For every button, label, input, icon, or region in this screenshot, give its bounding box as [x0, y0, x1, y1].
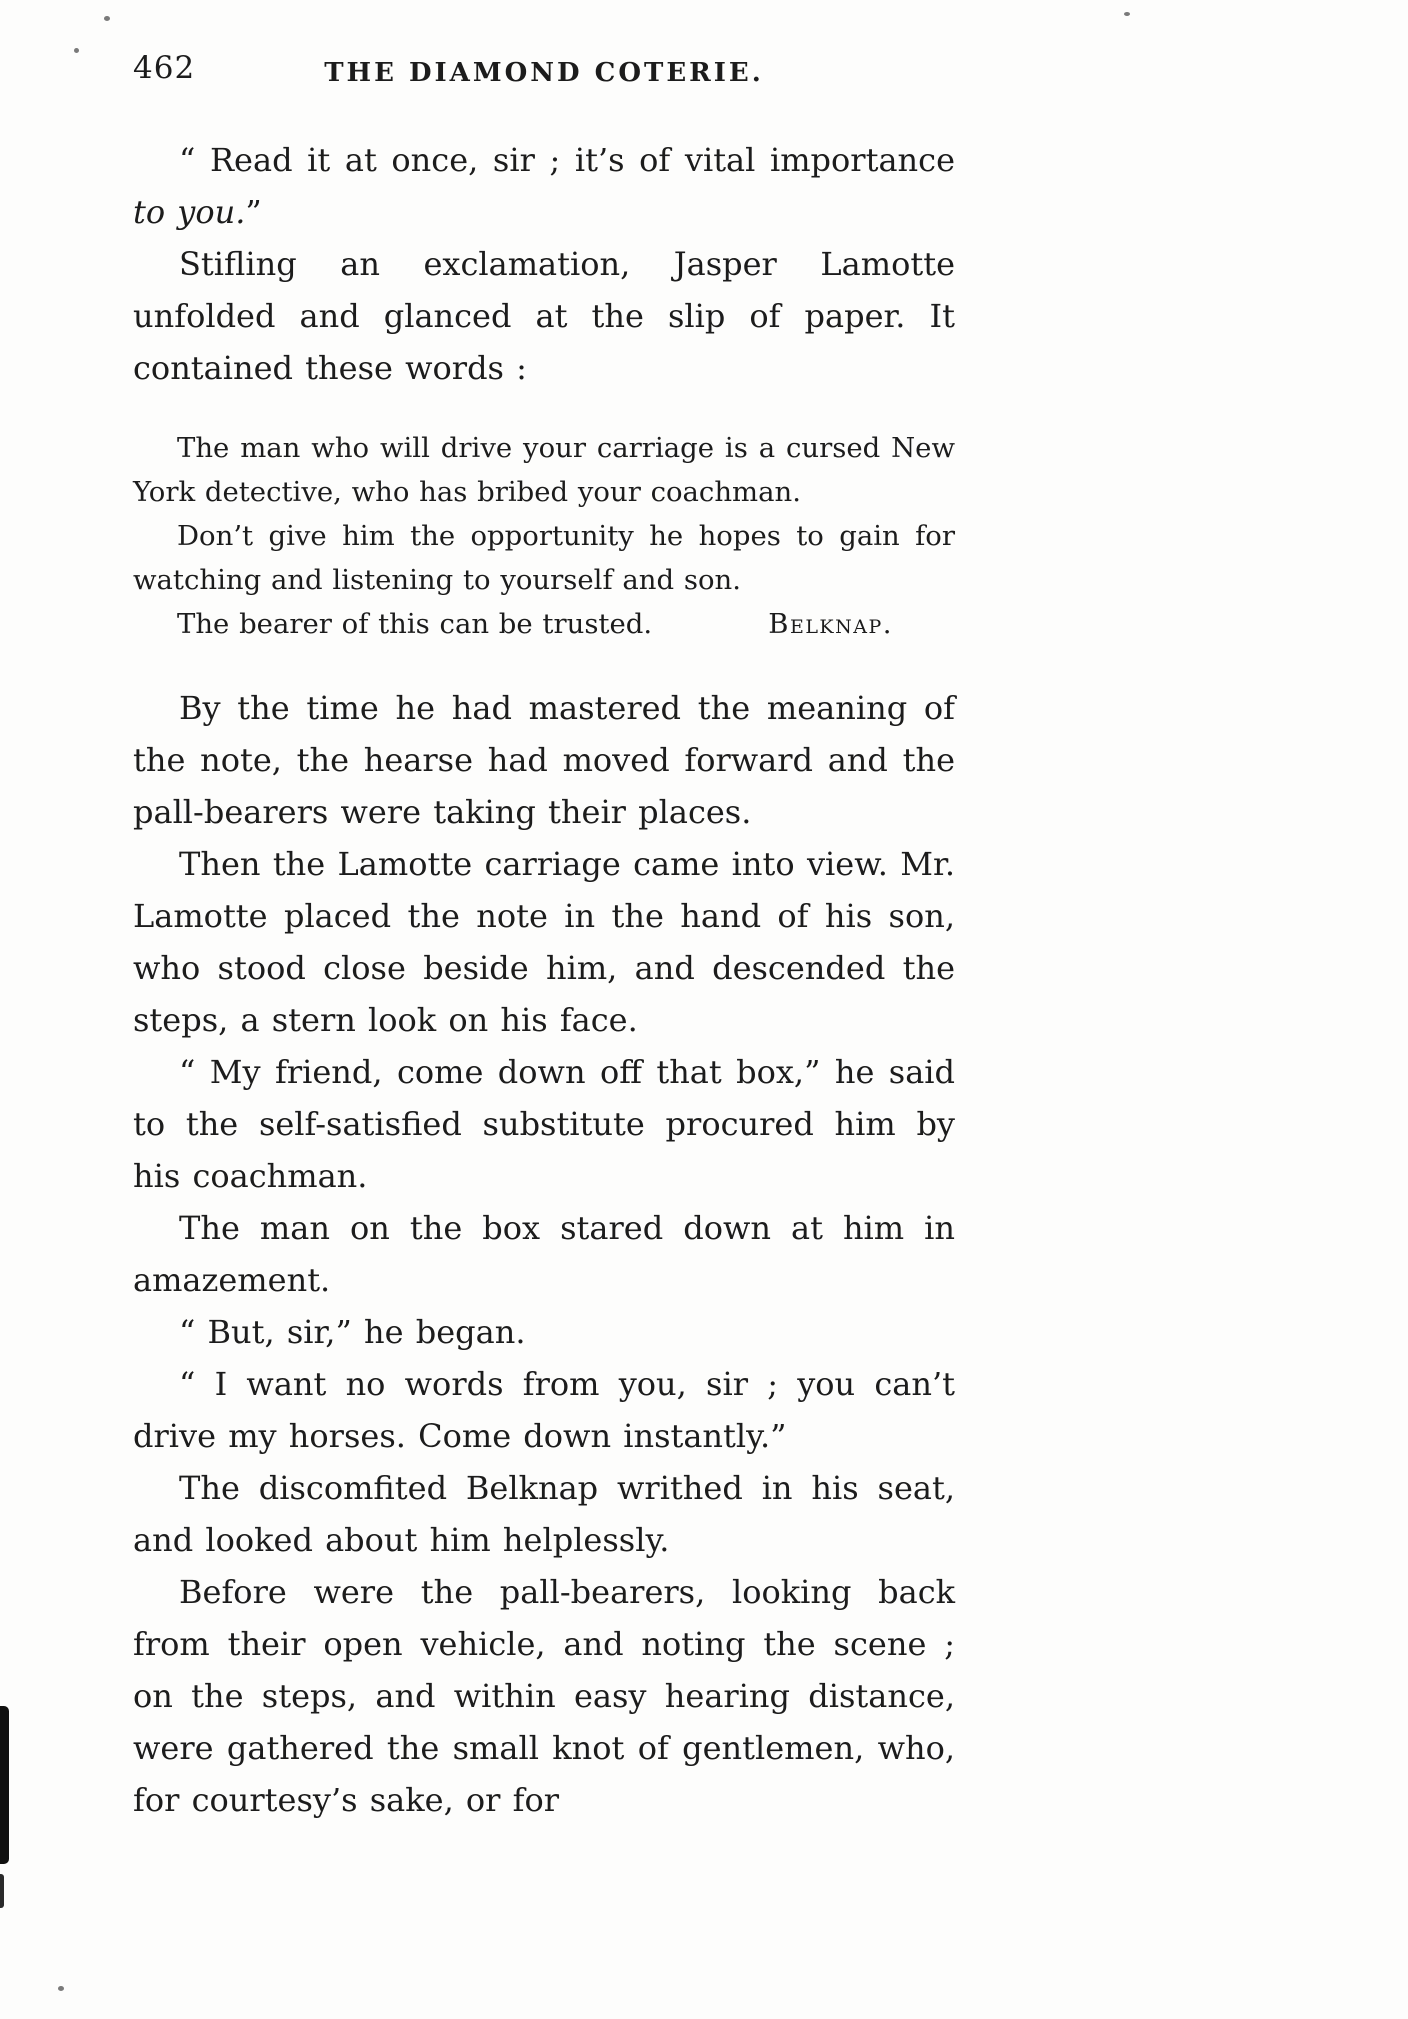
page-number: 462 — [133, 50, 196, 86]
paragraph: “ I want no words from you, sir ; you can’t drive my horses. Come down instantly.” — [133, 1365, 955, 1455]
page-header — [133, 0, 955, 94]
scan-speck — [58, 1986, 64, 1991]
paragraph: “ My friend, come down off that box,” he said to the self-satisfied substitute procured him by his coachman. — [133, 1053, 955, 1195]
note-line: The man who will drive your carriage is a cursed New York detective, who has bribed your coachman. — [133, 432, 955, 508]
note-line: Don’t give him the opportunity he hopes to gain for watching and listening to yourself and son. — [133, 520, 955, 596]
scan-speck — [74, 48, 79, 53]
note-block — [133, 426, 955, 646]
text-block — [133, 134, 955, 1826]
paragraph: Before were the pall-bearers, looking back from their open vehicle, and noting the scene ; on the steps, and within easy hearing distance, were gathered the small knot of gentlemen, who, for courtesy’s sake, or for — [133, 1573, 955, 1819]
paragraph: “ But, sir,” he began. — [179, 1313, 526, 1351]
scan-artifact-edge — [0, 1874, 4, 1908]
paragraph: Then the Lamotte carriage came into view. Mr. Lamotte placed the note in the hand of his son, who stood close beside him, and descended the steps, a stern look on his face. — [133, 845, 955, 1039]
note-signature: Belknap. — [768, 608, 893, 640]
scan-artifact-edge — [0, 1706, 9, 1864]
paragraph: The discomfited Belknap writhed in his seat, and looked about him helplessly. — [133, 1469, 955, 1559]
paragraph — [133, 134, 955, 238]
paragraph-text: ” — [245, 193, 262, 231]
running-title: THE DIAMOND COTERIE. — [324, 58, 764, 88]
scan-speck — [1124, 12, 1130, 16]
paragraph: The man on the box stared down at him in amazement. — [133, 1209, 955, 1299]
paragraph: Stifling an exclamation, Jasper Lamotte unfolded and glanced at the slip of paper. It contained these words : — [133, 245, 955, 387]
note-line — [133, 602, 955, 646]
paragraph: By the time he had mastered the meaning of the note, the hearse had moved forward and the pall-bearers were taking their places. — [133, 689, 955, 831]
note-line-text: The bearer of this can be trusted. — [177, 608, 653, 640]
paragraph-text-italic: to you. — [133, 193, 246, 231]
paragraph-text: “ Read it at once, sir ; it’s of vital importance — [179, 141, 955, 179]
scan-speck — [104, 16, 110, 21]
